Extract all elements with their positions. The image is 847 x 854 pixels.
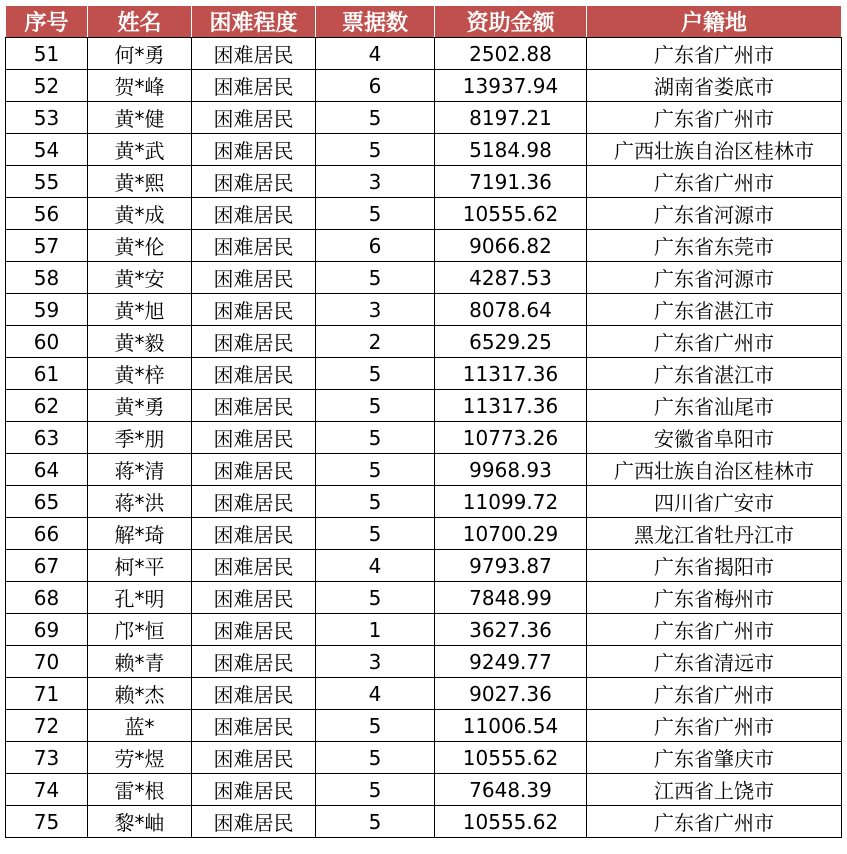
table-row [6,646,842,678]
cell-difficulty: 困难居民 [192,646,316,678]
cell-difficulty: 困难居民 [192,70,316,102]
cell-index: 56 [6,198,88,230]
cell-index: 64 [6,454,88,486]
cell-amount: 10773.26 [435,422,587,454]
cell-receipt-count: 6 [316,230,435,262]
cell-hometown: 广东省东莞市 [587,230,842,262]
cell-amount: 9968.93 [435,454,587,486]
cell-name: 蓝* [88,710,192,742]
table-row [6,326,842,358]
cell-hometown: 广东省广州市 [587,614,842,646]
cell-index: 53 [6,102,88,134]
cell-amount: 10555.62 [435,742,587,774]
cell-index: 63 [6,422,88,454]
cell-hometown: 广东省河源市 [587,262,842,294]
table-row [6,38,842,70]
cell-difficulty: 困难居民 [192,358,316,390]
cell-amount: 10700.29 [435,518,587,550]
cell-name: 解*琦 [88,518,192,550]
cell-amount: 13937.94 [435,70,587,102]
cell-receipt-count: 4 [316,550,435,582]
cell-index: 62 [6,390,88,422]
table-row [6,454,842,486]
cell-name: 黄*梓 [88,358,192,390]
cell-hometown: 广东省湛江市 [587,358,842,390]
cell-index: 72 [6,710,88,742]
cell-difficulty: 困难居民 [192,678,316,710]
cell-name: 黄*毅 [88,326,192,358]
cell-receipt-count: 5 [316,134,435,166]
table-row [6,102,842,134]
cell-amount: 4287.53 [435,262,587,294]
cell-index: 75 [6,806,88,838]
cell-receipt-count: 5 [316,806,435,838]
cell-receipt-count: 5 [316,390,435,422]
cell-name: 黄*勇 [88,390,192,422]
cell-difficulty: 困难居民 [192,806,316,838]
table-row [6,294,842,326]
cell-amount: 2502.88 [435,38,587,70]
cell-amount: 9249.77 [435,646,587,678]
cell-name: 蒋*清 [88,454,192,486]
cell-difficulty: 困难居民 [192,294,316,326]
cell-name: 蒋*洪 [88,486,192,518]
cell-amount: 11317.36 [435,390,587,422]
cell-hometown: 江西省上饶市 [587,774,842,806]
cell-index: 51 [6,38,88,70]
table-row [6,550,842,582]
table-row [6,710,842,742]
table-row [6,806,842,838]
cell-hometown: 广东省湛江市 [587,294,842,326]
cell-amount: 10555.62 [435,806,587,838]
cell-hometown: 黑龙江省牡丹江市 [587,518,842,550]
cell-receipt-count: 4 [316,38,435,70]
header-amount: 资助金额 [435,6,587,38]
table-row [6,70,842,102]
cell-amount: 10555.62 [435,198,587,230]
cell-name: 邝*恒 [88,614,192,646]
cell-difficulty: 困难居民 [192,774,316,806]
table-header [6,6,842,38]
cell-hometown: 广东省广州市 [587,38,842,70]
cell-name: 季*朋 [88,422,192,454]
cell-receipt-count: 5 [316,358,435,390]
cell-index: 65 [6,486,88,518]
cell-index: 52 [6,70,88,102]
cell-receipt-count: 5 [316,710,435,742]
cell-name: 劳*煜 [88,742,192,774]
cell-hometown: 广东省广州市 [587,806,842,838]
cell-amount: 9027.36 [435,678,587,710]
cell-index: 70 [6,646,88,678]
cell-amount: 11317.36 [435,358,587,390]
cell-hometown: 广东省广州市 [587,166,842,198]
table-row [6,134,842,166]
cell-name: 黄*旭 [88,294,192,326]
cell-name: 黎*岫 [88,806,192,838]
cell-difficulty: 困难居民 [192,390,316,422]
cell-amount: 7648.39 [435,774,587,806]
table-row [6,614,842,646]
cell-hometown: 广东省汕尾市 [587,390,842,422]
cell-hometown: 广东省清远市 [587,646,842,678]
cell-name: 黄*伦 [88,230,192,262]
cell-hometown: 广东省广州市 [587,326,842,358]
cell-amount: 9066.82 [435,230,587,262]
cell-difficulty: 困难居民 [192,262,316,294]
cell-receipt-count: 5 [316,198,435,230]
cell-difficulty: 困难居民 [192,230,316,262]
cell-name: 黄*安 [88,262,192,294]
cell-difficulty: 困难居民 [192,742,316,774]
header-hometown: 户籍地 [587,6,842,38]
cell-receipt-count: 4 [316,678,435,710]
cell-index: 59 [6,294,88,326]
cell-amount: 7848.99 [435,582,587,614]
cell-name: 赖*杰 [88,678,192,710]
cell-hometown: 广东省广州市 [587,710,842,742]
table-row [6,678,842,710]
cell-difficulty: 困难居民 [192,550,316,582]
cell-receipt-count: 5 [316,102,435,134]
cell-amount: 11099.72 [435,486,587,518]
cell-difficulty: 困难居民 [192,582,316,614]
table-row [6,198,842,230]
header-index: 序号 [6,6,88,38]
cell-hometown: 广西壮族自治区桂林市 [587,454,842,486]
cell-hometown: 广东省广州市 [587,102,842,134]
table-row [6,390,842,422]
header-receipt-count: 票据数 [316,6,435,38]
cell-difficulty: 困难居民 [192,198,316,230]
cell-amount: 8078.64 [435,294,587,326]
cell-amount: 8197.21 [435,102,587,134]
cell-receipt-count: 3 [316,646,435,678]
cell-hometown: 湖南省娄底市 [587,70,842,102]
cell-difficulty: 困难居民 [192,326,316,358]
cell-amount: 3627.36 [435,614,587,646]
cell-receipt-count: 5 [316,774,435,806]
cell-name: 黄*武 [88,134,192,166]
cell-hometown: 广东省梅州市 [587,582,842,614]
cell-receipt-count: 5 [316,518,435,550]
table-row [6,518,842,550]
cell-amount: 9793.87 [435,550,587,582]
cell-difficulty: 困难居民 [192,134,316,166]
cell-index: 69 [6,614,88,646]
cell-name: 柯*平 [88,550,192,582]
table-row [6,582,842,614]
cell-receipt-count: 5 [316,486,435,518]
cell-index: 66 [6,518,88,550]
subsidy-table [5,5,842,838]
cell-index: 54 [6,134,88,166]
cell-difficulty: 困难居民 [192,102,316,134]
cell-hometown: 广东省肇庆市 [587,742,842,774]
cell-difficulty: 困难居民 [192,486,316,518]
table-row [6,742,842,774]
cell-difficulty: 困难居民 [192,422,316,454]
cell-index: 74 [6,774,88,806]
cell-name: 黄*成 [88,198,192,230]
cell-amount: 6529.25 [435,326,587,358]
header-row [6,6,842,38]
cell-name: 贺*峰 [88,70,192,102]
table-row [6,166,842,198]
cell-difficulty: 困难居民 [192,518,316,550]
cell-hometown: 广东省揭阳市 [587,550,842,582]
cell-index: 71 [6,678,88,710]
cell-index: 57 [6,230,88,262]
cell-index: 61 [6,358,88,390]
cell-difficulty: 困难居民 [192,38,316,70]
cell-receipt-count: 6 [316,70,435,102]
cell-receipt-count: 5 [316,742,435,774]
header-name: 姓名 [88,6,192,38]
cell-index: 67 [6,550,88,582]
cell-name: 黄*熙 [88,166,192,198]
cell-difficulty: 困难居民 [192,454,316,486]
cell-index: 60 [6,326,88,358]
table-row [6,774,842,806]
header-difficulty: 困难程度 [192,6,316,38]
table-row [6,262,842,294]
cell-name: 黄*健 [88,102,192,134]
table-row [6,422,842,454]
cell-hometown: 四川省广安市 [587,486,842,518]
cell-difficulty: 困难居民 [192,166,316,198]
cell-receipt-count: 3 [316,166,435,198]
cell-receipt-count: 2 [316,326,435,358]
cell-index: 58 [6,262,88,294]
cell-index: 73 [6,742,88,774]
cell-receipt-count: 5 [316,422,435,454]
table-row [6,358,842,390]
cell-amount: 5184.98 [435,134,587,166]
cell-hometown: 广西壮族自治区桂林市 [587,134,842,166]
cell-name: 雷*根 [88,774,192,806]
cell-receipt-count: 3 [316,294,435,326]
cell-receipt-count: 5 [316,262,435,294]
cell-amount: 11006.54 [435,710,587,742]
cell-name: 赖*青 [88,646,192,678]
table-row [6,486,842,518]
cell-receipt-count: 5 [316,454,435,486]
cell-index: 55 [6,166,88,198]
cell-difficulty: 困难居民 [192,710,316,742]
cell-name: 何*勇 [88,38,192,70]
table-body [6,38,842,838]
table-row [6,230,842,262]
cell-receipt-count: 1 [316,614,435,646]
cell-index: 68 [6,582,88,614]
cell-hometown: 广东省河源市 [587,198,842,230]
cell-hometown: 广东省广州市 [587,678,842,710]
cell-hometown: 安徽省阜阳市 [587,422,842,454]
cell-name: 孔*明 [88,582,192,614]
cell-amount: 7191.36 [435,166,587,198]
cell-difficulty: 困难居民 [192,614,316,646]
cell-receipt-count: 5 [316,582,435,614]
